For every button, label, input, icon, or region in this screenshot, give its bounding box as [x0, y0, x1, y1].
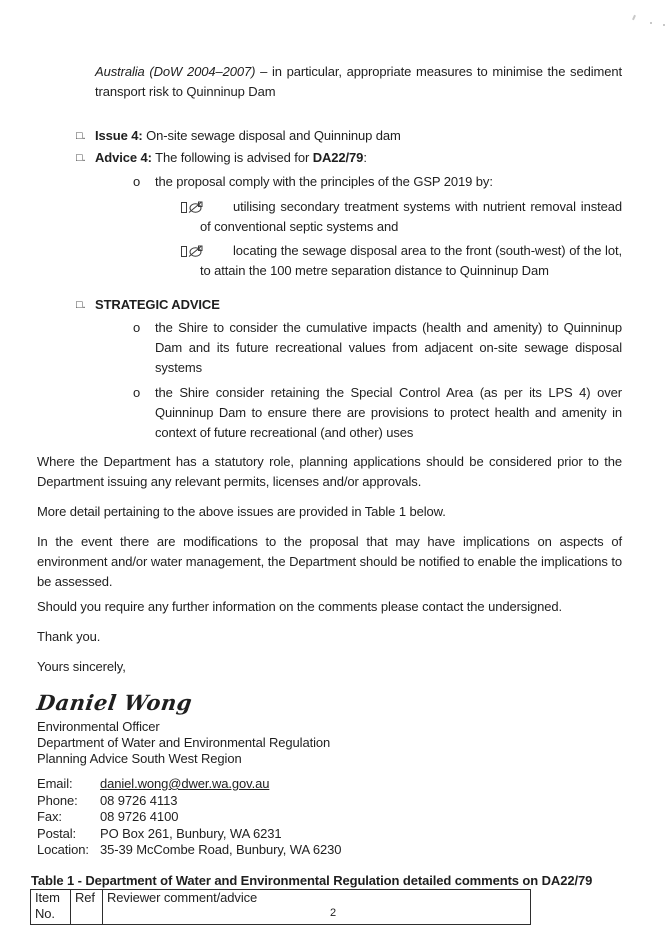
advice-4-text [95, 148, 622, 168]
lead-paragraph-italic: Australia (DoW 2004–2007) [95, 64, 256, 79]
issue-4-body: On-site sewage disposal and Quinninup dam [142, 128, 401, 143]
list-item-advice-4 [76, 148, 622, 168]
postal-label: Postal: [37, 825, 77, 841]
missing-glyph-box-icon [181, 246, 187, 257]
list-item-issue-4 [76, 126, 622, 146]
location-value: 35-39 McCombe Road, Bunbury, WA 6230 [100, 842, 342, 857]
table-1-title: Table 1 - Department of Water and Environmental Regulation detailed comments on DA22/79 [31, 872, 593, 888]
proposal-comply-text: the proposal comply with the principles of the GSP 2019 by: [155, 174, 493, 189]
pen-swirl-icon [188, 245, 203, 258]
circle-bullet-icon: o [133, 385, 141, 400]
contact-row-phone [37, 793, 622, 810]
advice-4-post: : [363, 150, 367, 165]
contact-row-postal [37, 826, 622, 843]
list-item-proposal-comply [133, 172, 622, 192]
missing-glyph-pen-icon [181, 201, 203, 214]
contact-row-email [37, 776, 622, 793]
list-item-strategic-advice [76, 295, 622, 315]
missing-glyph-bullet-icon: □. [76, 299, 86, 311]
contact-row-location [37, 842, 622, 859]
paragraph-thank-you: Thank you. [37, 629, 101, 644]
missing-glyph-bullet-icon: □. [76, 130, 86, 142]
lead-paragraph-text: – in particular, appropriate measures to minimise the sediment transport risk to Quinninup Dam [95, 64, 622, 99]
utilising-systems-text: utilising secondary treatment systems with nutrient removal instead of conventional septic systems and [200, 199, 622, 234]
advice-4-ref: DA22/79 [312, 150, 364, 165]
email-link[interactable]: daniel.wong@dwer.wa.gov.au [100, 776, 270, 791]
phone-value: 08 9726 4113 [100, 792, 178, 808]
paragraph-more-detail: More detail pertaining to the above issues are provided in Table 1 below. [37, 504, 446, 519]
contact-row-fax [37, 809, 622, 826]
header-reviewer-comment: Reviewer comment/advice [103, 889, 531, 924]
paragraph-contact-undersigned: Should you require any further information on the comments please contact the undersigned. [37, 599, 563, 614]
list-item-shire-cumulative [133, 318, 622, 378]
page-number: 2 [329, 907, 337, 919]
paragraph-statutory-role: Where the Department has a statutory role, planning applications should be considered prior to the Department issuing any relevant permits, licenses and/or approvals. [37, 454, 622, 489]
scan-artifact [650, 22, 652, 24]
signature-block [37, 719, 622, 767]
pen-swirl-icon [188, 201, 203, 214]
locating-sewage-text: locating the sewage disposal area to the front (south-west) of the lot, to attain the 100 metre separation distance to Quinninup Dam [200, 243, 622, 278]
shire-special-control-text: the Shire consider retaining the Special Control Area (as per its LPS 4) over Quinninup Dam to ensure there are provisions to protect health and amenity in context of future recreational (and other) uses [155, 385, 622, 440]
fax-label: Fax: [37, 809, 62, 824]
scan-artifact [632, 15, 636, 20]
signatory-organisation: Department of Water and Environmental Regulation [37, 735, 331, 750]
missing-glyph-bullet-icon: □. [76, 152, 86, 164]
signatory-title: Environmental Officer [37, 719, 160, 734]
header-item-no: Item No. [31, 889, 71, 924]
paragraph-modifications: In the event there are modifications to the proposal that may have implications on aspects of environment and/or water management, the Department should be notified to enable the implications to be assessed. [37, 534, 622, 589]
email-label: Email: [37, 776, 73, 791]
circle-bullet-icon: o [133, 174, 141, 189]
location-label: Location: [37, 842, 89, 857]
contact-details [37, 776, 622, 859]
list-item-locating-sewage [200, 241, 622, 281]
postal-value: PO Box 261, Bunbury, WA 6231 [100, 825, 282, 841]
phone-label: Phone: [37, 792, 78, 808]
shire-cumulative-text: the Shire to consider the cumulative impacts (health and amenity) to Quinninup Dam and its future recreational values from adjacent on-site sewage disposal systems [155, 320, 622, 375]
lead-paragraph [95, 62, 622, 102]
missing-glyph-pen-icon [181, 245, 203, 258]
list-item-utilising-systems [200, 197, 622, 237]
issue-4-label: Issue 4: [95, 128, 143, 143]
missing-glyph-box-icon [181, 202, 187, 213]
signature-daniel-wong: Daniel Wong [35, 690, 194, 715]
paragraph-closing: Yours sincerely, [37, 659, 126, 674]
header-ref: Ref [71, 889, 103, 924]
strategic-advice-heading: STRATEGIC ADVICE [95, 297, 220, 312]
scan-artifact [663, 24, 665, 26]
advice-4-pre: The following is advised for [151, 150, 313, 165]
fax-value: 08 9726 4100 [100, 809, 179, 824]
advice-4-label: Advice 4: [95, 150, 152, 165]
list-item-shire-special-control [133, 383, 622, 443]
issue-4-text [95, 126, 622, 146]
signatory-region: Planning Advice South West Region [37, 751, 242, 766]
circle-bullet-icon: o [133, 320, 141, 335]
